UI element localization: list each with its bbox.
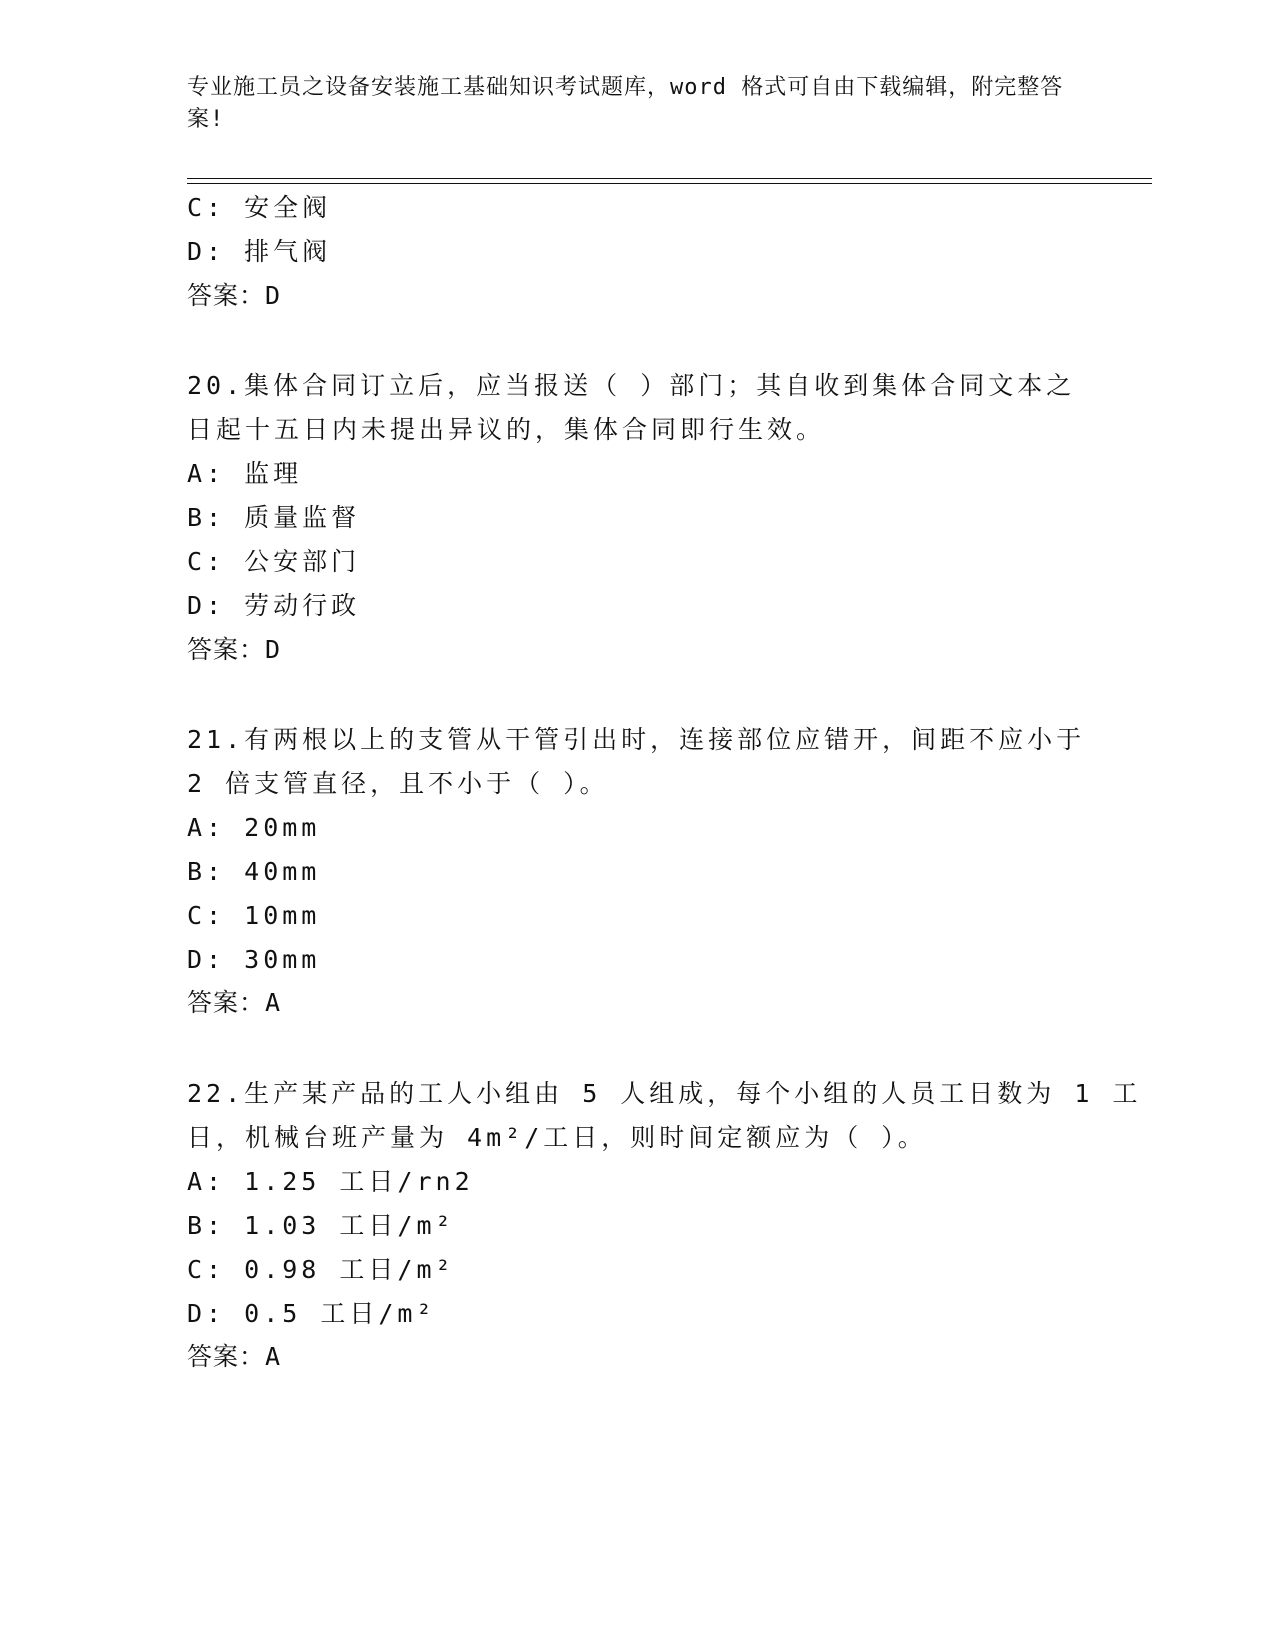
option-line: A: 监理 xyxy=(187,459,303,488)
question-line: 22.生产某产品的工人小组由 5 人组成，每个小组的人员工日数为 1 工 xyxy=(187,1079,1142,1108)
option-line: A: 20mm xyxy=(187,813,321,842)
option-line: A: 1.25 工日/rn2 xyxy=(187,1167,474,1196)
option-line: D: 30mm xyxy=(187,945,321,974)
question-line: 2 倍支管直径，且不小于（ ）。 xyxy=(187,769,609,798)
option-line: D: 排气阀 xyxy=(187,237,332,266)
document-header: 专业施工员之设备安装施工基础知识考试题库，word 格式可自由下载编辑，附完整答案! xyxy=(187,75,1064,132)
question-line: 日起十五日内未提出异议的，集体合同即行生效。 xyxy=(187,415,826,444)
question-line: 日，机械台班产量为 4m²/工日，则时间定额应为（ ）。 xyxy=(187,1123,927,1152)
option-line: D: 0.5 工日/m² xyxy=(187,1299,436,1328)
header-rule-top xyxy=(187,178,1152,179)
option-line: C: 10mm xyxy=(187,901,321,930)
option-line: C: 公安部门 xyxy=(187,547,361,576)
header-rule-bottom xyxy=(187,183,1152,184)
option-line: B: 40mm xyxy=(187,857,321,886)
answer-line: 答案：D xyxy=(187,281,282,310)
answer-line: 答案：A xyxy=(187,1342,282,1371)
question-line: 21.有两根以上的支管从干管引出时，连接部位应错开，间距不应小于 xyxy=(187,725,1086,754)
option-line: C: 安全阀 xyxy=(187,193,332,222)
option-line: C: 0.98 工日/m² xyxy=(187,1255,455,1284)
question-line: 20.集体合同订立后，应当报送（ ）部门；其自收到集体合同文本之 xyxy=(187,371,1076,400)
option-line: B: 1.03 工日/m² xyxy=(187,1211,455,1240)
option-line: B: 质量监督 xyxy=(187,503,361,532)
answer-line: 答案：A xyxy=(187,988,282,1017)
answer-line: 答案：D xyxy=(187,635,282,664)
option-line: D: 劳动行政 xyxy=(187,591,361,620)
